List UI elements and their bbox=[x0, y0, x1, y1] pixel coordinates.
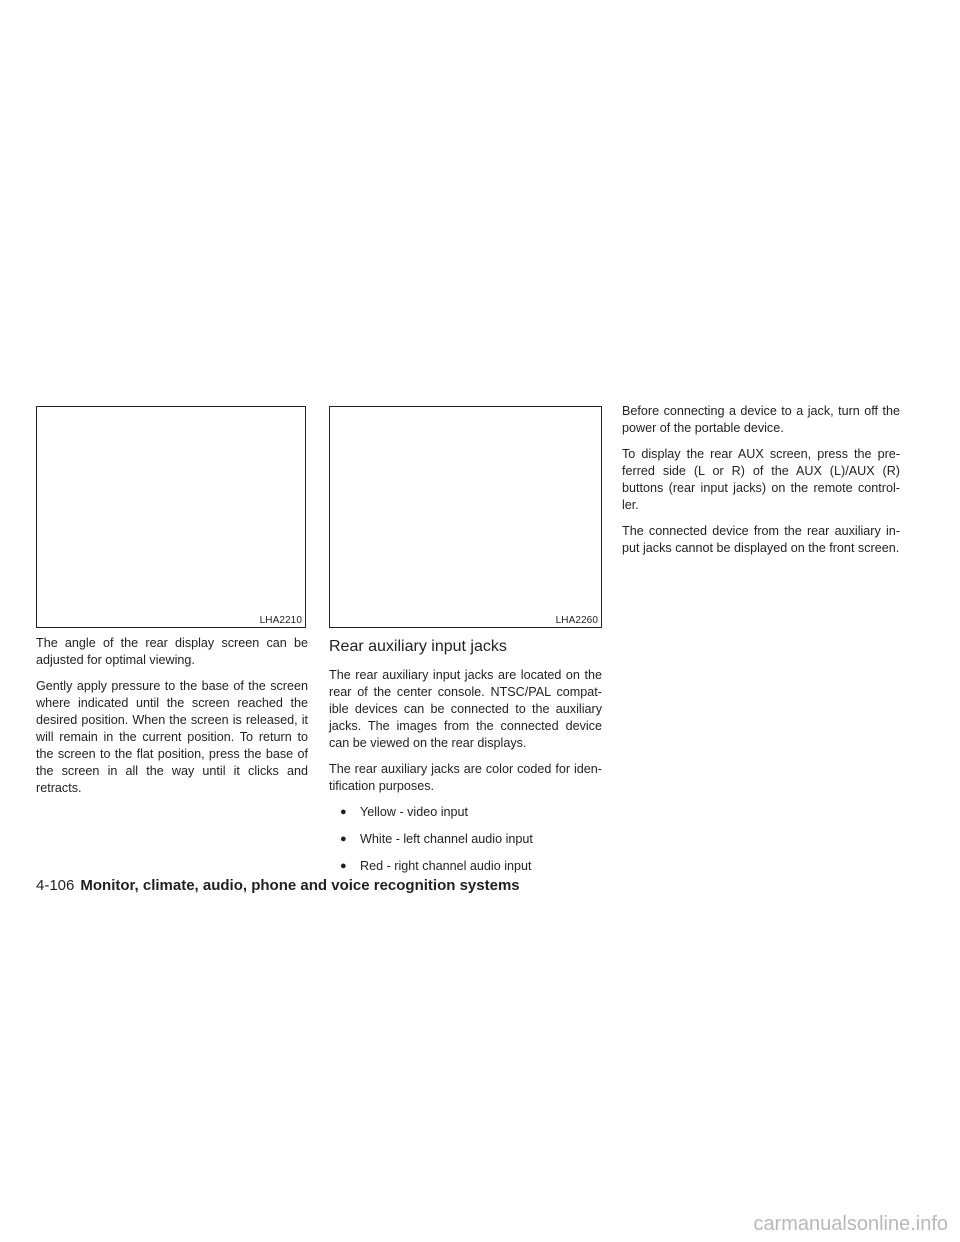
paragraph: The connected device from the rear auxiliary in-put jacks cannot be displayed on the front screen. bbox=[622, 524, 900, 555]
aux-jacks-figure bbox=[329, 406, 602, 628]
right-column bbox=[622, 403, 900, 566]
section-title: Monitor, climate, audio, phone and voice recognition systems bbox=[80, 877, 520, 894]
bullet-icon: ● bbox=[340, 806, 347, 818]
list-item bbox=[340, 804, 602, 821]
section-heading: Rear auxiliary input jacks bbox=[329, 638, 507, 655]
paragraph: The rear auxiliary input jacks are located on the rear of the center console. NTSC/PAL compat-ible devices can be connected to the auxiliary jacks. The images from the connected device can be viewed on the rear displays. bbox=[329, 668, 602, 750]
jack-color-list bbox=[329, 804, 602, 875]
bullet-icon: ● bbox=[340, 833, 347, 845]
figure-id: LHA2260 bbox=[555, 615, 598, 626]
watermark: carmanualsonline.info bbox=[753, 1213, 948, 1235]
page-footer bbox=[36, 876, 520, 896]
list-item bbox=[340, 831, 602, 848]
paragraph: The rear auxiliary jacks are color coded for iden-tification purposes. bbox=[329, 762, 602, 793]
list-item-text: White - left channel audio input bbox=[360, 832, 533, 846]
figure-id: LHA2210 bbox=[259, 615, 302, 626]
paragraph: To display the rear AUX screen, press the pre-ferred side (L or R) of the AUX (L)/AUX (R) buttons (rear input jacks) on the remote control-ler. bbox=[622, 447, 900, 512]
paragraph: Gently apply pressure to the base of the screen where indicated until the screen reached the desired position. When the screen is released, it will remain in the current position. To return to the screen to the flat position, press the base of the screen in all the way until it clicks and retracts. bbox=[36, 679, 308, 795]
middle-column bbox=[329, 406, 602, 885]
list-item-text: Yellow - video input bbox=[360, 805, 469, 819]
left-column bbox=[36, 406, 308, 806]
rear-display-figure bbox=[36, 406, 306, 628]
page-number: 4-106 bbox=[36, 877, 75, 894]
bullet-icon: ● bbox=[340, 860, 347, 872]
paragraph: Before connecting a device to a jack, turn off the power of the portable device. bbox=[622, 404, 900, 435]
list-item-text: Red - right channel audio input bbox=[360, 859, 532, 873]
paragraph: The angle of the rear display screen can be adjusted for optimal viewing. bbox=[36, 636, 308, 667]
list-item bbox=[340, 858, 602, 875]
